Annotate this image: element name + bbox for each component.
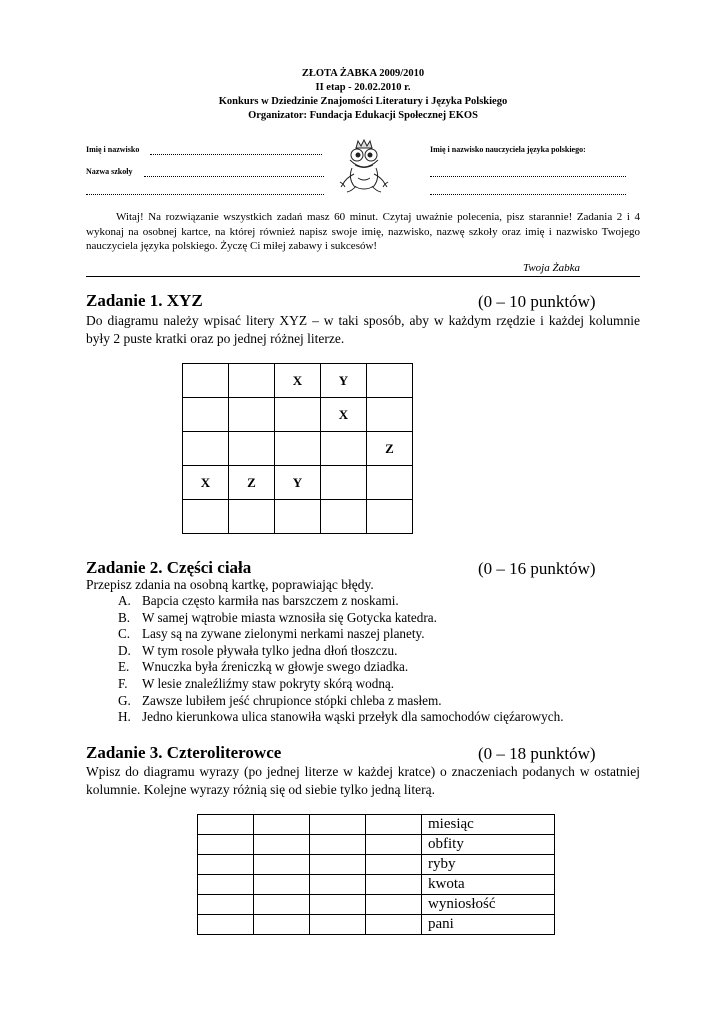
xyz-grid: [182, 363, 413, 534]
xyz-grid-cell[interactable]: [367, 466, 413, 500]
signature: Twoja Żabka: [523, 262, 580, 274]
intro-paragraph: [86, 210, 640, 254]
xyz-grid-cell[interactable]: [275, 500, 321, 534]
letter-cell[interactable]: [198, 915, 254, 935]
word-clue: wyniosłość: [422, 895, 555, 915]
word-clue: pani: [422, 915, 555, 935]
sentence-item: A. Bapcia często karmiła nas barszczem z noskami.: [118, 593, 399, 608]
header-stage: II etap - 20.02.2010 r.: [315, 82, 411, 93]
letter-cell[interactable]: [310, 835, 366, 855]
word-grid-row: [198, 895, 555, 915]
xyz-grid-cell[interactable]: [183, 398, 229, 432]
task1-description: Do diagramu należy wpisać litery XYZ – w taki sposób, aby w każdym rzędzie i każdej kolumnie były 2 puste kratki oraz po jednej różnej literze.: [86, 313, 640, 346]
letter-cell[interactable]: [254, 835, 310, 855]
task1-title: Zadanie 1. XYZ: [86, 291, 203, 310]
xyz-grid-cell[interactable]: Y: [321, 364, 367, 398]
xyz-grid-cell[interactable]: X: [275, 364, 321, 398]
xyz-grid-cell[interactable]: Y: [275, 466, 321, 500]
xyz-grid-cell[interactable]: [183, 500, 229, 534]
task2-points: (0 – 16 punktów): [478, 559, 596, 578]
xyz-grid-row: [183, 398, 413, 432]
sentence-item: E. Wnuczka była źreniczką w głowje swego dziadka.: [118, 659, 409, 675]
xyz-grid-cell[interactable]: [275, 432, 321, 466]
task3-points: (0 – 18 punktów): [478, 744, 596, 763]
school-field[interactable]: [144, 176, 324, 177]
xyz-grid-cell[interactable]: [229, 432, 275, 466]
task3-description: Wpisz do diagramu wyrazy (po jednej literze w każdej kratce) o znaczeniach podanych w ostatniej kolumnie. Kolejne wyrazy różnią się od siebie tylko jedną literą.: [86, 764, 640, 797]
xyz-grid-cell[interactable]: [275, 398, 321, 432]
letter-cell[interactable]: [310, 815, 366, 835]
intro-text: Witaj! Na rozwiązanie wszystkich zadań masz 60 minut. Czytaj uważnie polecenia, pisz starannie! Zadania 2 i 4 wykonaj na osobnej kartce, na której również napisz swoje imię, nazwisko, nazwę szkoły oraz imię i nazwisko Twojego nauczyciela języka polskiego. Życzę Ci miłej zabawy i sukcesów!: [86, 211, 640, 252]
contest-header: [86, 67, 640, 123]
letter-cell[interactable]: [198, 835, 254, 855]
letter-cell[interactable]: [366, 815, 422, 835]
sentence-item: F. W lesie znaleźliźmy staw pokryty skórą wodną.: [118, 675, 395, 691]
header-organizer: Organizator: Fundacja Edukacji Społecznej EKOS: [248, 110, 478, 121]
header-title: ZŁOTA ŻABKA 2009/2010: [301, 68, 425, 79]
xyz-grid-row: [183, 364, 413, 398]
xyz-grid-cell[interactable]: [367, 364, 413, 398]
xyz-grid-cell[interactable]: [229, 500, 275, 534]
sentence-item: C. Lasy są na zywane zielonymi nerkami naszej planety.: [118, 626, 425, 642]
sentence-item: D. W tym rosole pływała tylko jedna dłoń tłoszczu.: [118, 642, 398, 658]
task2-title: Zadanie 2. Części ciała: [86, 558, 252, 577]
letter-cell[interactable]: [198, 855, 254, 875]
word-grid-row: [198, 835, 555, 855]
xyz-grid-cell[interactable]: [229, 364, 275, 398]
sentence-item: H. Jedno kierunkowa ulica stanowiła wąski przełyk dla samochodów cięźarowych.: [118, 709, 564, 725]
word-grid: [197, 814, 555, 935]
letter-cell[interactable]: [254, 875, 310, 895]
xyz-grid-cell[interactable]: X: [183, 466, 229, 500]
xyz-grid-cell[interactable]: [183, 364, 229, 398]
teacher-label: Imię i nazwisko nauczyciela języka polskiego:: [430, 145, 586, 154]
divider: [86, 276, 640, 277]
letter-cell[interactable]: [310, 915, 366, 935]
letter-cell[interactable]: [366, 915, 422, 935]
word-clue: miesiąc: [422, 815, 555, 835]
letter-cell[interactable]: [198, 815, 254, 835]
letter-cell[interactable]: [366, 855, 422, 875]
letter-cell[interactable]: [254, 915, 310, 935]
xyz-grid-cell[interactable]: [321, 466, 367, 500]
letter-cell[interactable]: [366, 875, 422, 895]
xyz-grid-cell[interactable]: [321, 432, 367, 466]
sentence-item: B. W samej wątrobie miasta wznosiła się Gotycka katedra.: [118, 609, 437, 625]
letter-cell[interactable]: [254, 895, 310, 915]
word-grid-row: [198, 815, 555, 835]
xyz-grid-cell[interactable]: [183, 432, 229, 466]
frog-logo-icon: [338, 138, 390, 194]
letter-cell[interactable]: [198, 875, 254, 895]
xyz-grid-cell[interactable]: [229, 398, 275, 432]
xyz-grid-cell[interactable]: [367, 398, 413, 432]
word-grid-row: [198, 875, 555, 895]
extra-line-left[interactable]: [86, 194, 324, 195]
xyz-grid-row: [183, 432, 413, 466]
letter-cell[interactable]: [198, 895, 254, 915]
word-clue: obfity: [422, 835, 555, 855]
letter-cell[interactable]: [254, 855, 310, 875]
xyz-grid-row: [183, 500, 413, 534]
name-field[interactable]: [150, 154, 322, 155]
teacher-field[interactable]: [430, 176, 626, 177]
letter-cell[interactable]: [310, 875, 366, 895]
letter-cell[interactable]: [310, 895, 366, 915]
header-contest: Konkurs w Dziedzinie Znajomości Literatury i Języka Polskiego: [218, 96, 508, 107]
word-grid-row: [198, 915, 555, 935]
letter-cell[interactable]: [310, 855, 366, 875]
xyz-grid-cell[interactable]: [367, 500, 413, 534]
task1-points: (0 – 10 punktów): [478, 292, 596, 311]
word-clue: ryby: [422, 855, 555, 875]
xyz-grid-cell[interactable]: X: [321, 398, 367, 432]
sentence-item: G. Zawsze lubiłem jeść chrupionce stópki chleba z masłem.: [118, 692, 442, 708]
xyz-grid-cell[interactable]: [321, 500, 367, 534]
xyz-grid-cell[interactable]: Z: [367, 432, 413, 466]
word-grid-row: [198, 855, 555, 875]
task3-title: Zadanie 3. Czteroliterowce: [86, 743, 282, 762]
teacher-field-2[interactable]: [430, 194, 626, 195]
task2-description: Przepisz zdania na osobną kartkę, poprawiając błędy.: [86, 577, 374, 592]
xyz-grid-row: [183, 466, 413, 500]
xyz-grid-cell[interactable]: Z: [229, 466, 275, 500]
letter-cell[interactable]: [254, 815, 310, 835]
school-label: Nazwa szkoły: [86, 167, 133, 176]
name-label: Imię i nazwisko: [86, 145, 140, 154]
sentence-list: [118, 593, 564, 726]
letter-cell[interactable]: [366, 895, 422, 915]
letter-cell[interactable]: [366, 835, 422, 855]
word-clue: kwota: [422, 875, 555, 895]
